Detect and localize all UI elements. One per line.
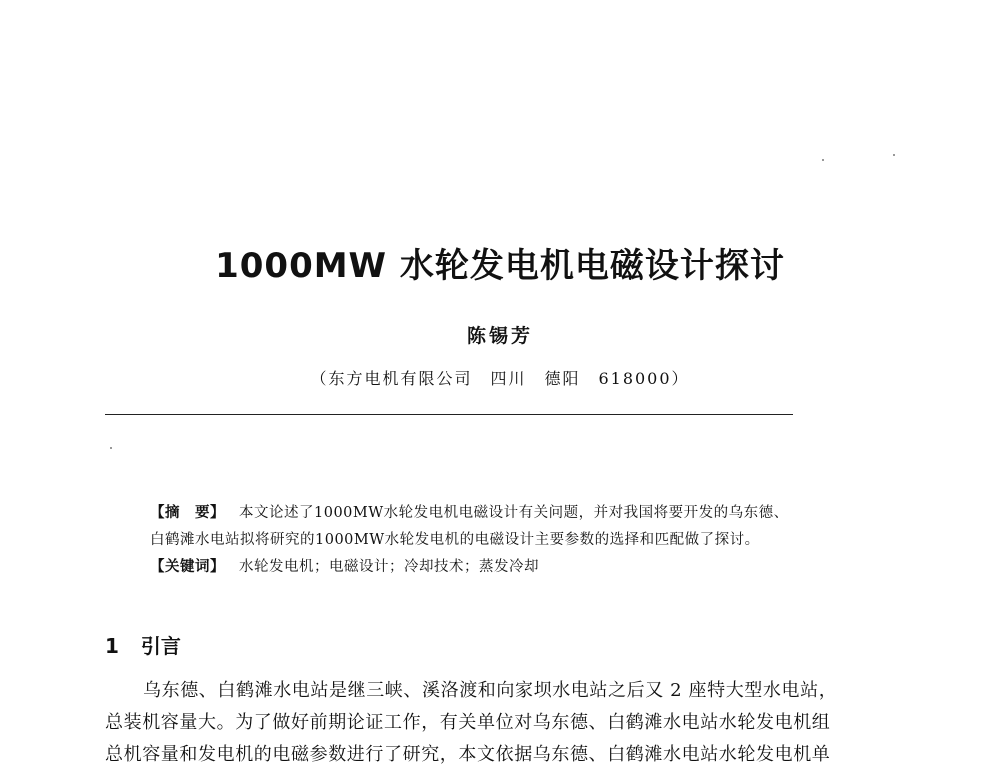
keywords-text: 水轮发电机；电磁设计；冷却技术；蒸发冷却 bbox=[239, 559, 539, 575]
section-number: 1 bbox=[105, 634, 119, 658]
keywords-label: 【关键词】 bbox=[150, 559, 225, 575]
keywords-line bbox=[150, 554, 910, 581]
paper-title: 1000MW 水轮发电机电磁设计探讨 bbox=[215, 246, 785, 286]
abstract-line-1 bbox=[150, 500, 910, 527]
body-text bbox=[105, 675, 915, 771]
abstract-text-1: 本文论述了1000MW水轮发电机电磁设计有关问题，并对我国将要开发的乌东德、 bbox=[239, 505, 789, 521]
abstract-text-2: 白鹤滩水电站拟将研究的1000MW水轮发电机的电磁设计主要参数的选择和匹配做了探讨。 bbox=[150, 532, 760, 548]
scan-speck bbox=[110, 447, 112, 449]
section-title: 引言 bbox=[140, 634, 181, 658]
abstract-label: 【摘 要】 bbox=[150, 505, 225, 521]
body-line-2: 总装机容量大。为了做好前期论证工作，有关单位对乌东德、白鹤滩水电站水轮发电机组 bbox=[105, 712, 831, 733]
scan-speck bbox=[822, 159, 824, 161]
body-line-3: 总机容量和发电机的电磁参数进行了研究，本文依据乌东德、白鹤滩水电站水轮发电机单 bbox=[105, 744, 831, 765]
section-heading bbox=[105, 630, 181, 659]
abstract-block bbox=[150, 500, 910, 581]
header-divider bbox=[105, 414, 793, 415]
scan-speck bbox=[893, 154, 895, 156]
abstract-line-2 bbox=[150, 527, 910, 554]
author-affiliation: （东方电机有限公司 四川 德阳 618000） bbox=[310, 369, 690, 388]
body-line-1: 乌东德、白鹤滩水电站是继三峡、溪洛渡和向家坝水电站之后又 2 座特大型水电站， bbox=[143, 680, 838, 701]
author-name: 陈锡芳 bbox=[466, 325, 533, 347]
